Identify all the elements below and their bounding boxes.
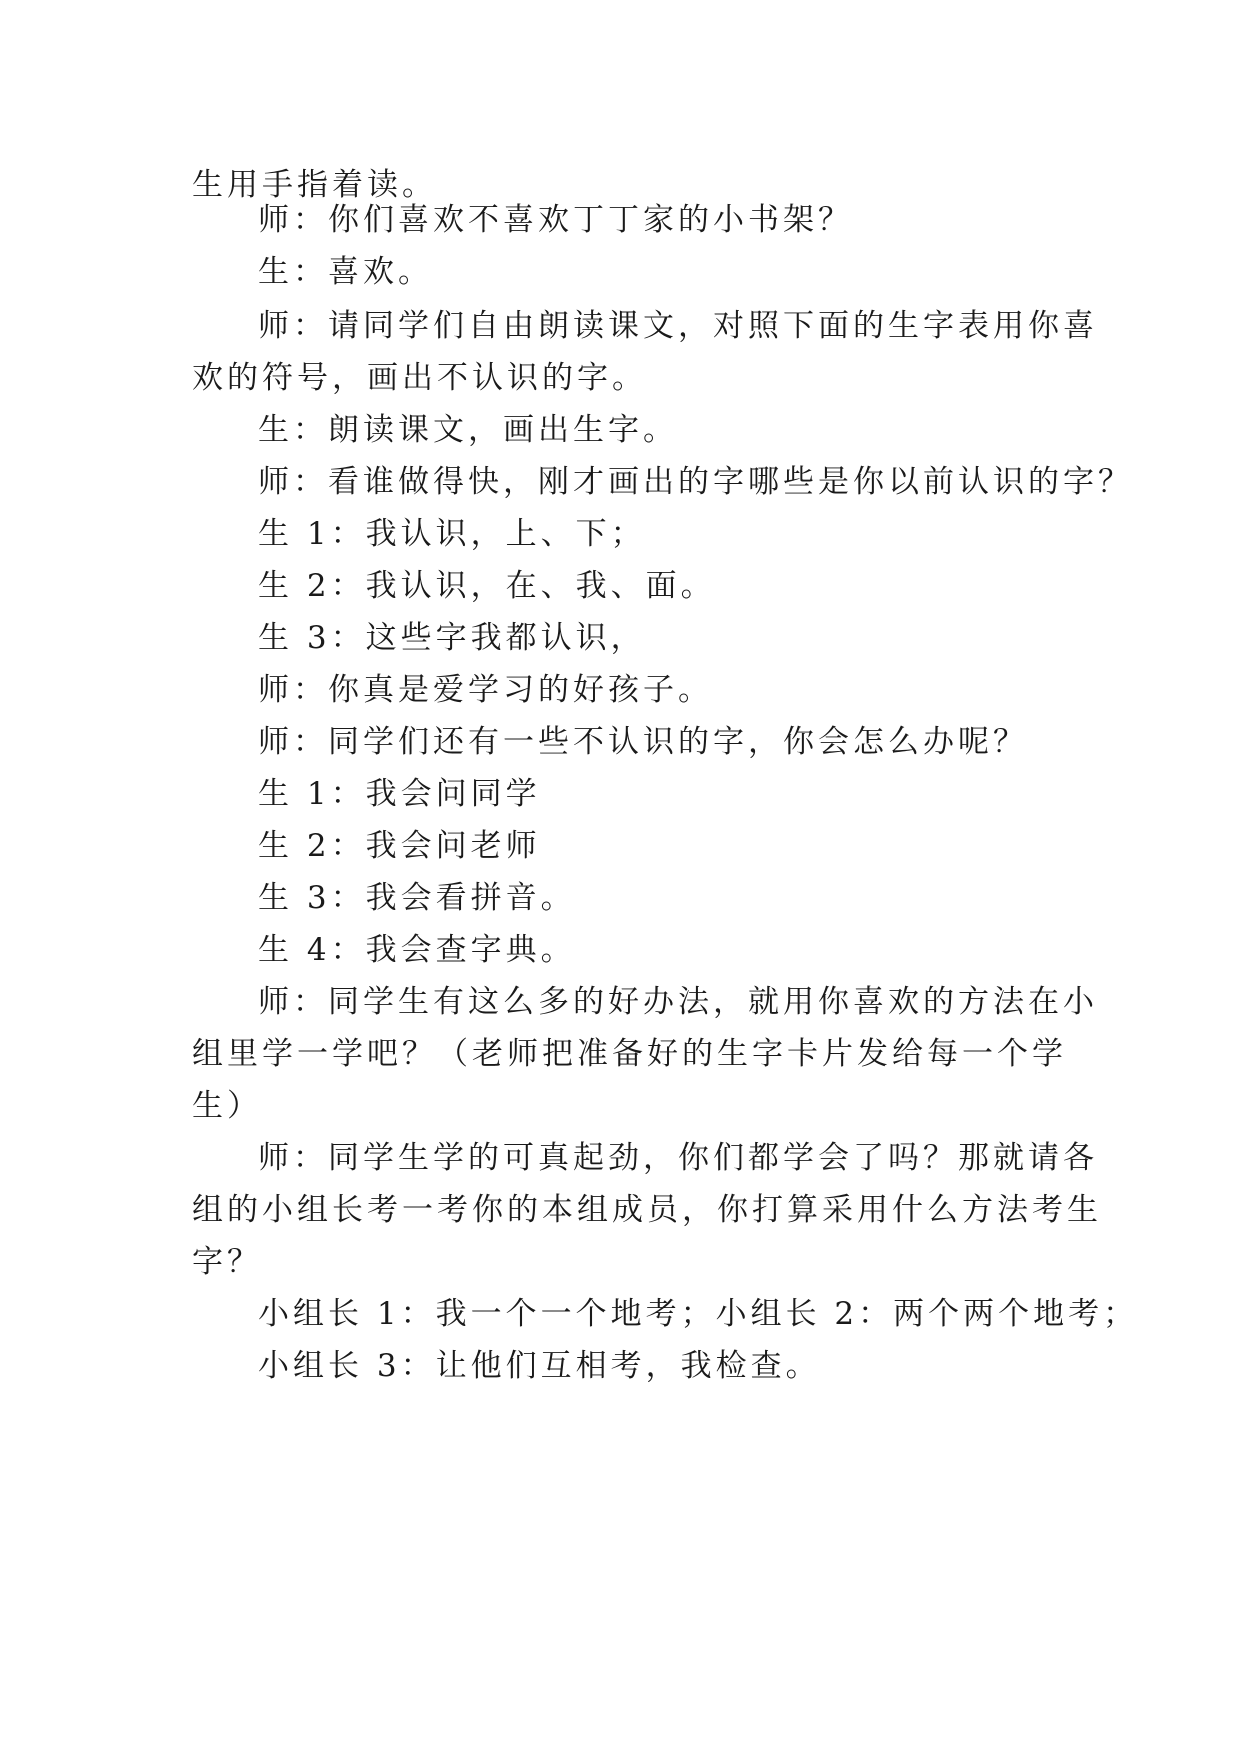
text-line: 师：看谁做得快，刚才画出的字哪些是你以前认识的字？ <box>258 464 1133 500</box>
text-line: 字？ <box>192 1244 262 1280</box>
text-line: 师：你们喜欢不喜欢丁丁家的小书架？ <box>258 202 853 238</box>
text-line: 生 4：我会查字典。 <box>258 932 576 968</box>
text-line: 组的小组长考一考你的本组成员，你打算采用什么方法考生 <box>192 1192 1102 1228</box>
text-line: 组里学一学吧？（老师把准备好的生字卡片发给每一个学 <box>192 1036 1067 1072</box>
text-line: 生：喜欢。 <box>258 254 433 290</box>
text-line: 师：同学生有这么多的好办法，就用你喜欢的方法在小 <box>258 984 1098 1020</box>
text-line: 生 1：我认识，上、下； <box>258 516 646 552</box>
text-line: 师：请同学们自由朗读课文，对照下面的生字表用你喜 <box>258 308 1098 344</box>
text-line: 生 3：我会看拼音。 <box>258 880 576 916</box>
text-line: 师：同学们还有一些不认识的字，你会怎么办呢？ <box>258 724 1028 760</box>
text-line: 师：同学生学的可真起劲，你们都学会了吗？那就请各 <box>258 1140 1098 1176</box>
text-line: 师：你真是爱学习的好孩子。 <box>258 672 713 708</box>
text-line: 小组长 1：我一个一个地考；小组长 2：两个两个地考； <box>258 1296 1139 1332</box>
text-line: 生 2：我会问老师 <box>258 828 541 864</box>
text-line: 生 1：我会问同学 <box>258 776 541 812</box>
text-line: 生 2：我认识，在、我、面。 <box>258 568 716 604</box>
text-line: 生 3：这些字我都认识， <box>258 620 646 656</box>
text-line: 小组长 3：让他们互相考，我检查。 <box>258 1348 821 1384</box>
text-line: 生） <box>192 1088 262 1124</box>
text-line: 欢的符号，画出不认识的字。 <box>192 360 647 396</box>
text-line: 生：朗读课文，画出生字。 <box>258 412 678 448</box>
text-line: 生用手指着读。 <box>192 167 437 203</box>
